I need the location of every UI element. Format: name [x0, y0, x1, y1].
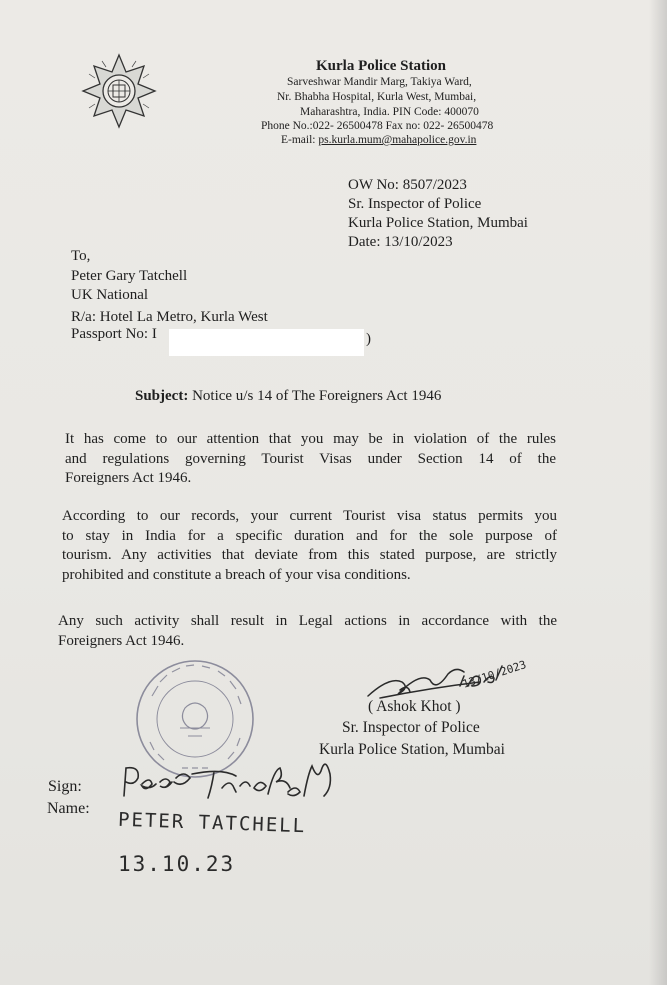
email-link[interactable]: ps.kurla.mum@mahapolice.gov.in	[318, 134, 477, 146]
recipient-nationality: UK National	[71, 287, 149, 303]
station-name: Kurla Police Station	[316, 58, 446, 74]
ow-number: OW No: 8507/2023	[348, 177, 467, 193]
address-line-1: Sarveshwar Mandir Marg, Takiya Ward,	[287, 76, 472, 88]
name-label: Name:	[47, 800, 90, 817]
paragraph-line: It has come to our attention that you may be in violation of the rules	[65, 431, 556, 447]
phone-fax-line: Phone No.:022- 26500478 Fax no: 022- 26500478	[261, 120, 494, 132]
paragraph-line: Foreigners Act 1946.	[65, 470, 192, 487]
paragraph-line: Any such activity shall result in Legal actions in accordance with the	[58, 613, 557, 629]
redaction-box	[169, 329, 364, 356]
officer-handwritten-date: 13/10/2023	[460, 658, 528, 691]
from-station: Kurla Police Station, Mumbai	[348, 215, 528, 231]
email-line	[281, 134, 476, 146]
address-line-2: Nr. Bhabha Hospital, Kurla West, Mumbai,	[277, 91, 477, 103]
passport-label: Passport No: I	[71, 326, 157, 342]
from-title: Sr. Inspector of Police	[348, 196, 482, 212]
to-line: To,	[71, 248, 91, 264]
signatory-name: ( Ashok Khot )	[368, 698, 461, 715]
paragraph-line: tourism. Any activities that deviate from this stated purpose, are strictly	[62, 547, 557, 564]
recipient-signature	[118, 762, 338, 812]
paragraph-line: According to our records, your current Tourist visa status permits you	[62, 508, 557, 524]
passport-tail: )	[366, 331, 371, 347]
email-label: E-mail:	[281, 134, 319, 146]
handwritten-date: 13.10.23	[118, 852, 236, 876]
paragraph-line: to stay in India for a specific duration and for the sole purpose of	[62, 527, 557, 544]
paragraph-line: Foreigners Act 1946.	[58, 632, 185, 649]
paragraph-line: and regulations governing Tourist Visas under Section 14 of the	[65, 450, 556, 467]
signatory-station: Kurla Police Station, Mumbai	[319, 741, 505, 758]
paragraph-1	[65, 430, 556, 489]
page-edge-shadow	[649, 0, 667, 985]
handwritten-name: PETER TATCHELL	[117, 808, 307, 838]
paragraph-line: prohibited and constitute a breach of your visa conditions.	[62, 566, 411, 583]
paragraph-2	[62, 507, 557, 585]
address-line-3: Maharashtra, India. PIN Code: 400070	[300, 106, 479, 118]
recipient-name: Peter Gary Tatchell	[71, 268, 188, 284]
subject-label: Subject:	[135, 388, 189, 404]
subject-text: Notice u/s 14 of The Foreigners Act 1946	[188, 388, 442, 404]
subject-line	[135, 388, 441, 405]
police-emblem-icon	[80, 52, 158, 130]
paragraph-3	[58, 612, 557, 651]
sign-label: Sign:	[48, 778, 82, 795]
letter-date: Date: 13/10/2023	[348, 234, 453, 250]
recipient-residence: R/a: Hotel La Metro, Kurla West	[71, 309, 268, 325]
signatory-title: Sr. Inspector of Police	[342, 719, 480, 736]
